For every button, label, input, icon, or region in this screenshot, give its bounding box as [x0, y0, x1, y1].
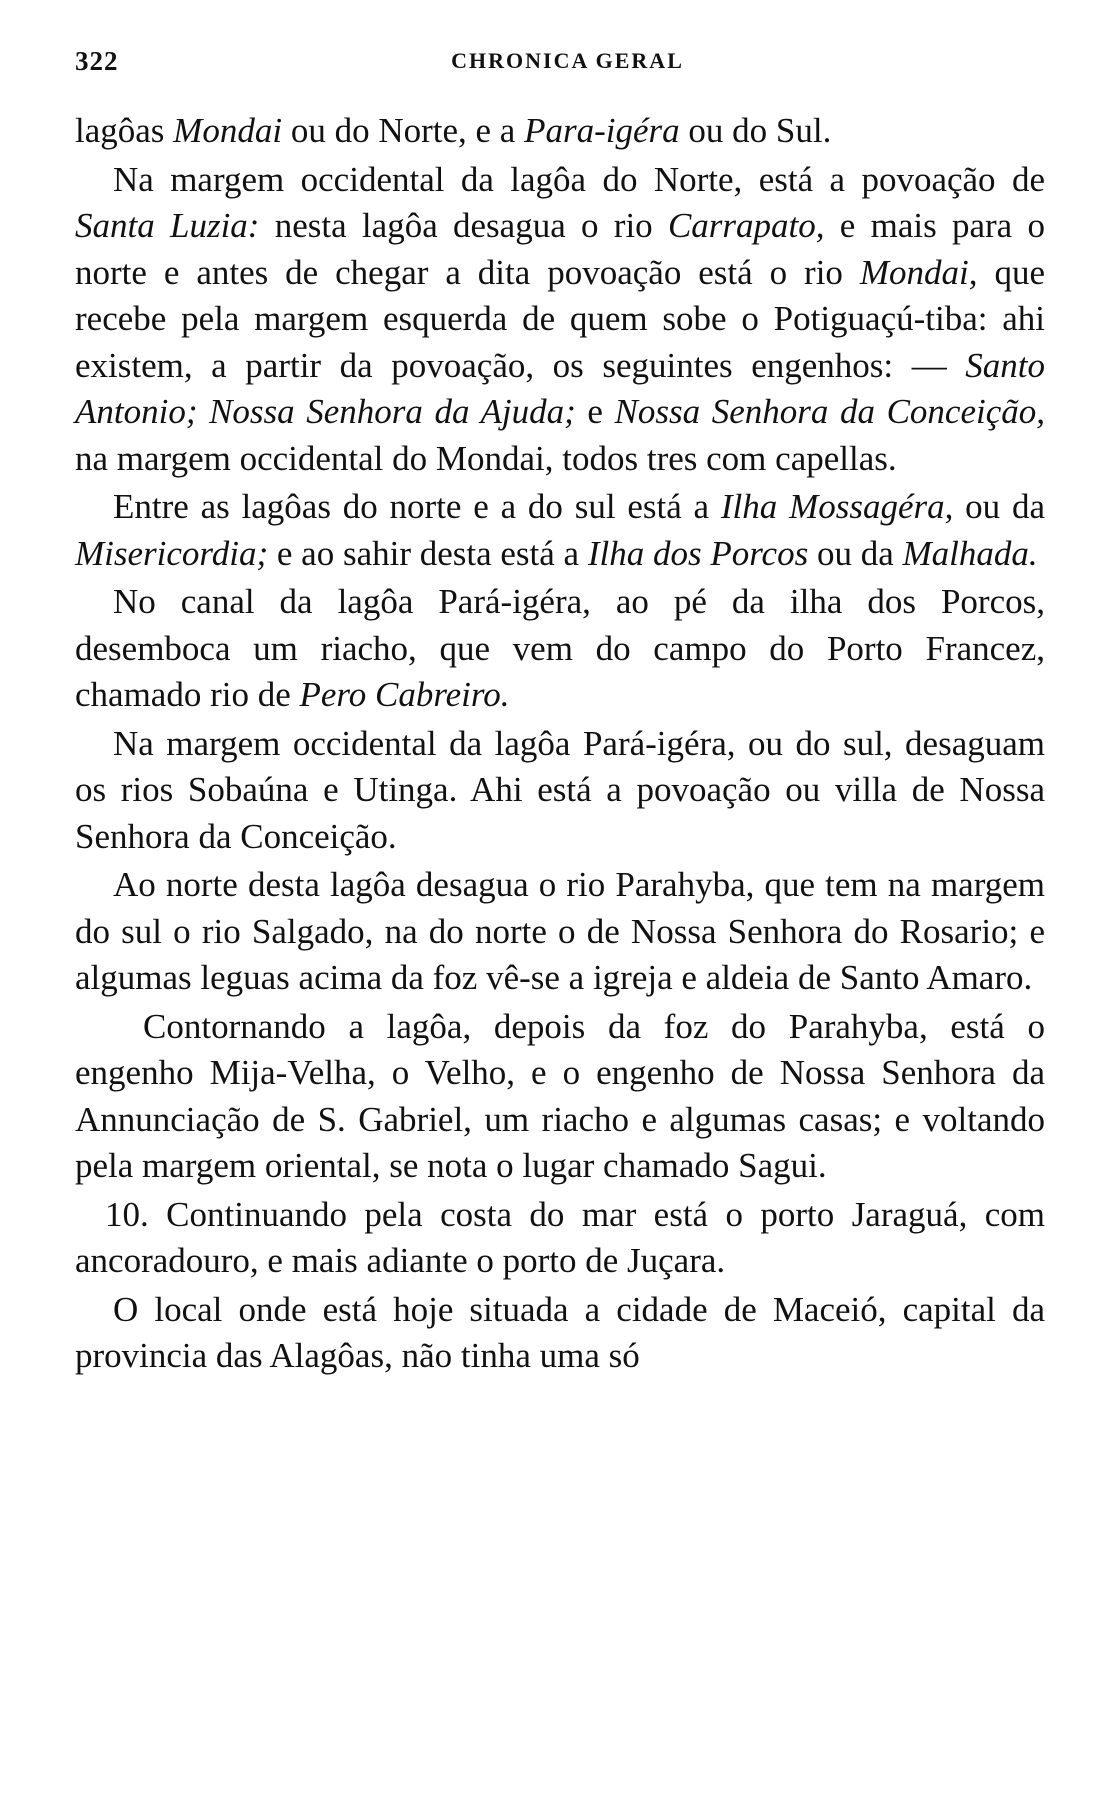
italic-run: Misericordia;: [75, 533, 269, 573]
italic-run: Ilha dos Porcos: [587, 533, 809, 573]
italic-run: Pero Cabreiro.: [299, 675, 510, 714]
text-run: lagôas: [75, 111, 174, 150]
italic-run: Santo Antonio; Nossa Senhora da Ajuda;: [75, 345, 1045, 431]
text-run: na margem occidental do Mondai, todos tres com capellas.: [75, 438, 897, 478]
text-run: e ao sahir desta está a: [268, 533, 588, 573]
paragraph-8: [75, 1192, 1045, 1285]
paragraph-5: [75, 721, 1045, 861]
italic-run: Para-igéra: [524, 111, 680, 150]
running-header: [75, 46, 1030, 86]
italic-run: Santa Luzia:: [75, 206, 260, 245]
text-run: 10. Continuando pela costa do mar está o porto Jaraguá, com ancoradouro, e mais adiante o porto de Juçara.: [75, 1194, 1045, 1280]
page-number: 322: [75, 46, 119, 76]
italic-run: Mondai: [173, 111, 283, 150]
italic-run: Ilha Mossagéra,: [720, 487, 954, 526]
text-run: Na margem occidental da lagôa do Norte, está a povoação de: [113, 159, 1045, 199]
text-run: ou do Sul.: [679, 111, 832, 150]
text-run: O local onde está hoje situada a cidade de Maceió, capital da provincia das Alagôas, não tinha uma só: [75, 1289, 1045, 1375]
text-run: e mais para o norte e antes de chegar a dita povoação está o rio: [75, 206, 1045, 292]
italic-run: Nossa Senhora da Conceição,: [614, 392, 1045, 431]
text-run: Ao norte desta lagôa desagua o rio Parahyba, que tem na margem do sul o rio Salgado, na do norte o de Nossa Senhora do Rosario; e algumas leguas acima da foz vê-se a igreja e aldeia de Santo Amaro.: [75, 865, 1045, 997]
text-run: que recebe pela margem esquerda de quem sobe o Potiguaçú-tiba: ahi existem, a partir da povoação, os seguintes engenhos: —: [75, 252, 1045, 385]
running-title: CHRONICA GERAL: [451, 48, 684, 73]
italic-run: Malhada.: [902, 533, 1038, 573]
text-run: No canal da lagôa Pará-igéra, ao pé da ilha dos Porcos, desemboca um riacho, que vem do campo do Porto Francez, chamado rio de: [75, 582, 1045, 714]
paragraph-6: [75, 862, 1045, 1002]
italic-run: Mondai,: [859, 252, 978, 292]
paragraph-9: [75, 1287, 1045, 1380]
text-run: ou da: [953, 487, 1045, 526]
body-text: [75, 108, 1045, 1382]
text-run: nesta lagôa desagua o rio: [259, 206, 668, 245]
text-run: ou da: [808, 533, 903, 573]
text-run: Contornando a lagôa, depois da foz do Parahyba, está o engenho Mija-Velha, o Velho, e o engenho de Nossa Senhora da Annunciação de S. Gabriel, um riacho e algumas casas; e voltando pela margem oriental, se nota o lugar chamado Sagui.: [75, 1006, 1045, 1185]
text-run: Entre as lagôas do norte e a do sul está a: [113, 487, 721, 526]
paragraph-7: [75, 1004, 1045, 1190]
text-run: ou do Norte, e a: [282, 111, 525, 150]
paragraph-1: [75, 108, 1045, 155]
italic-run: Carrapato,: [667, 206, 825, 245]
paragraph-4: [75, 579, 1045, 719]
paragraph-3: [75, 484, 1045, 577]
text-run: e: [575, 392, 615, 431]
paragraph-2: [75, 157, 1045, 483]
text-run: Na margem occidental da lagôa Pará-igéra, ou do sul, desaguam os rios Sobaúna e Utinga. Ahi está a povoação ou villa de Nossa Senhora da Conceição.: [75, 723, 1045, 856]
